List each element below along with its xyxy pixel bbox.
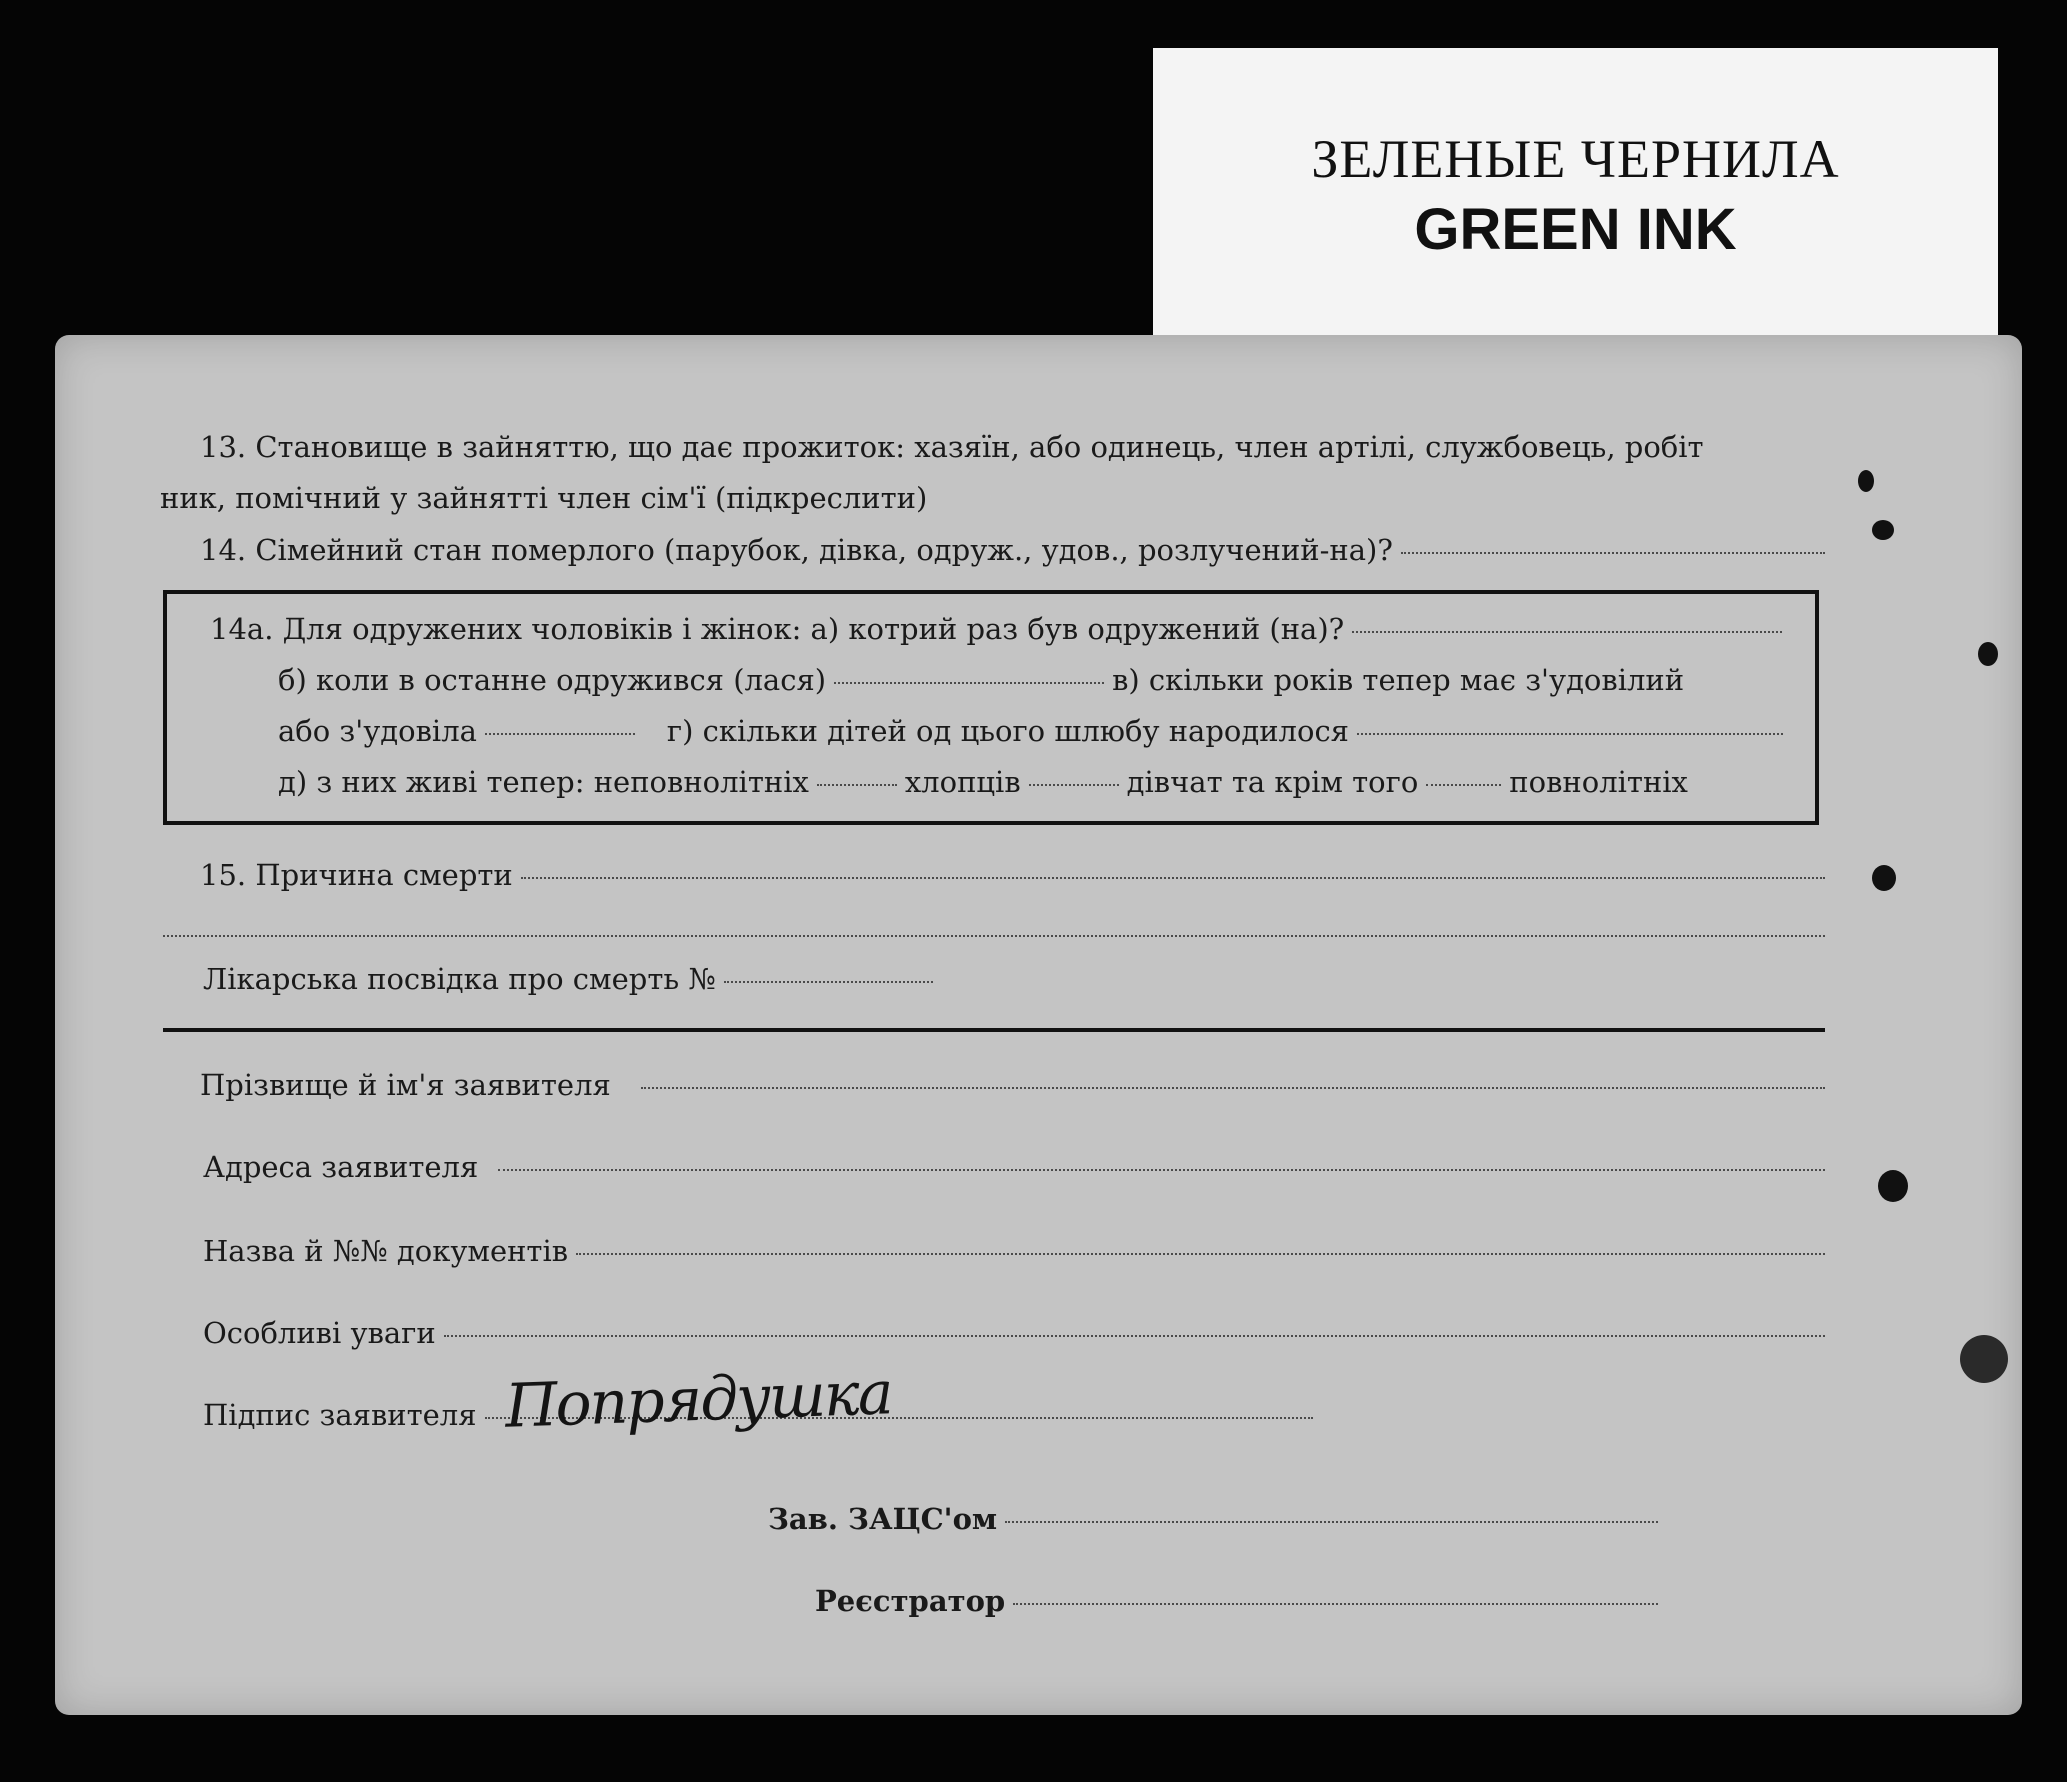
applicant-address: Адреса заявителя bbox=[203, 1150, 1825, 1185]
item-14a-line-3: або з'удовіла г) скільки дітей од цього шлюбу народилося bbox=[278, 714, 1783, 749]
remarks: Особливі уваги bbox=[203, 1316, 1825, 1351]
label-en: GREEN INK bbox=[1414, 197, 1737, 262]
item-14a-line-4: д) з них живі тепер: неповнолітніх хлопців дівчат та крім того повнолітніх bbox=[278, 765, 1688, 799]
green-ink-label-card bbox=[1153, 48, 1998, 340]
binder-hole bbox=[1872, 520, 1894, 540]
ink-stain bbox=[1960, 1335, 2008, 1383]
binder-hole bbox=[1978, 642, 1998, 666]
item-14-marital-status: 14. Сімейний стан померлого (парубок, дівка, одруж., удов., розлучений-на)? bbox=[200, 533, 1825, 568]
section-divider bbox=[163, 1028, 1825, 1032]
item-13-line-1: 13. Становище в зайняттю, що дає прожиток: хазяїн, або одинець, член артілі, службовець, робіт bbox=[200, 430, 1704, 464]
label-ru: ЗЕЛЕНЫЕ ЧЕРНИЛА bbox=[1311, 129, 1840, 189]
handwritten-signature: Попрядушка bbox=[503, 1358, 893, 1442]
zags-head: Зав. ЗАЦС'ом bbox=[768, 1502, 1658, 1537]
item-15-cause-of-death: 15. Причина смерти bbox=[200, 858, 1825, 893]
binder-hole bbox=[1872, 865, 1896, 891]
registrar: Реєстратор bbox=[815, 1584, 1658, 1619]
cause-extra-line bbox=[163, 935, 1825, 937]
applicant-name: Прізвище й ім'я заявителя bbox=[200, 1068, 1825, 1103]
documents: Назва й №№ документів bbox=[203, 1234, 1825, 1269]
applicant-signature-line: Підпис заявителя bbox=[203, 1398, 1313, 1433]
item-14a-line-1: 14а. Для одружених чоловіків і жінок: а) котрий раз був одружений (на)? bbox=[210, 612, 1782, 647]
binder-hole bbox=[1858, 470, 1874, 492]
medical-certificate: Лікарська посвідка про смерть № bbox=[203, 962, 933, 997]
item-13-line-2: ник, помічний у зайнятті член сім'ї (підкреслити) bbox=[160, 481, 928, 515]
binder-hole bbox=[1878, 1170, 1908, 1202]
item-14a-line-2: б) коли в останне одружився (лася) в) скільки років тепер має з'удовілий bbox=[278, 663, 1685, 697]
